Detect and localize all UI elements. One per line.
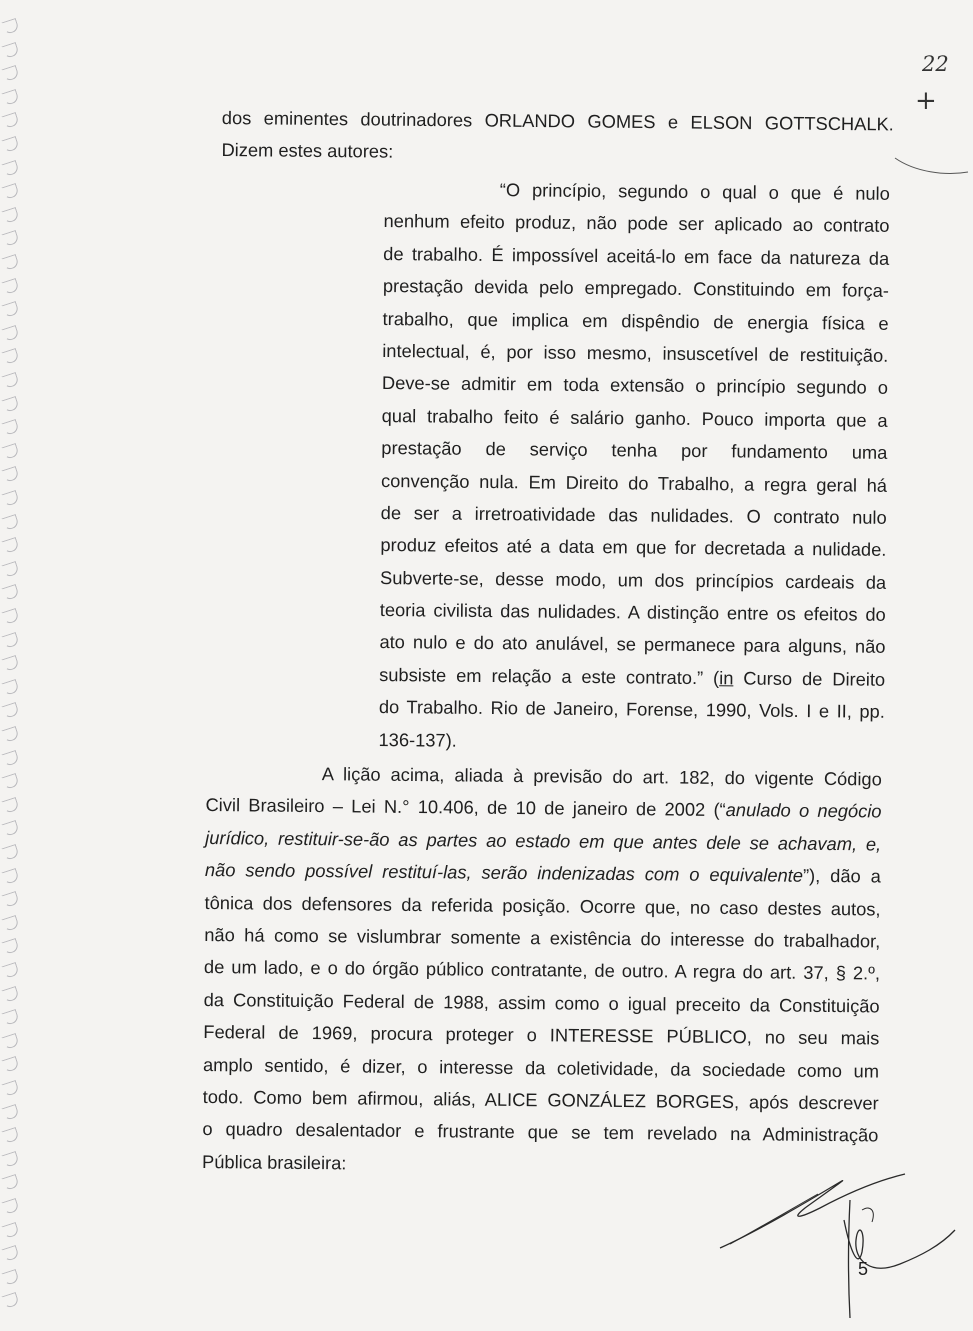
binder-hole	[1, 1269, 19, 1286]
binder-hole	[1, 820, 19, 837]
binder-hole	[1, 868, 19, 885]
binder-hole	[1, 1080, 19, 1097]
binder-hole	[1, 301, 19, 318]
body-line: todo. Como bem afirmou, aliás, ALICE GONZÁLEZ BORGES, após descrever	[202, 1085, 879, 1114]
binder-hole	[1, 18, 19, 35]
binder-hole	[1, 112, 19, 129]
quote-line: produz efeitos até a data em que for decretada a nulidade.	[380, 534, 887, 561]
body-text: ”), dão a	[802, 864, 881, 887]
body-text: Civil Brasileiro – Lei N.° 10.406, de 10 de janeiro de 2002 (“	[205, 794, 726, 821]
binder-hole	[1, 726, 19, 743]
citation-title: Curso de Direito	[733, 667, 886, 690]
binder-hole	[1, 1222, 19, 1239]
binder-hole	[1, 207, 19, 224]
legal-quote-text: jurídico, restituir-se-ão as partes ao estado em que antes dele se achavam, e,	[205, 826, 882, 855]
quote-line: 136-137).	[378, 728, 457, 751]
binder-hole	[1, 891, 19, 908]
binder-hole	[1, 325, 19, 342]
binder-hole	[1, 1198, 19, 1215]
body-line: não há como se vislumbrar somente a existência do interesse do trabalhador,	[204, 923, 881, 952]
body-line: de um lado, e o do órgão público contratante, de outro. A regra do art. 37, § 2.º,	[203, 956, 881, 984]
quote-line: do Trabalho. Rio de Janeiro, Forense, 1990, Vols. I e II, pp.	[378, 696, 885, 723]
quote-line-citation	[379, 659, 885, 696]
binder-hole	[1, 466, 19, 483]
binder-hole	[1, 490, 19, 507]
binder-holes	[0, 20, 22, 1320]
handwritten-check-mark: +	[915, 86, 937, 116]
quote-line: convenção nula. Em Direito do Trabalho, a regra geral há	[380, 469, 888, 496]
legal-quote-text: não sendo possível restituí-las, serão indenizadas com o equivalente	[204, 859, 804, 886]
binder-hole	[1, 514, 19, 531]
intro-line: Dizem estes autores:	[221, 139, 394, 163]
quote-line: Deve-se admitir em toda extensão o princípio segundo o	[381, 372, 889, 399]
quote-line: “O princípio, segundo o qual o que é nulo	[499, 179, 890, 204]
quote-line: de ser a irretroatividade das nulidades. O contrato nulo	[380, 501, 887, 528]
binder-hole	[1, 915, 19, 932]
quote-line: nenhum efeito produz, não pode ser aplicado ao contrato	[383, 210, 890, 237]
handwritten-page-number: 22	[922, 52, 949, 76]
page-number: 5	[858, 1259, 869, 1279]
binder-hole	[1, 1245, 19, 1262]
binder-hole	[1, 65, 19, 82]
binder-hole	[1, 797, 19, 814]
binder-hole	[1, 419, 19, 436]
binder-hole	[1, 1056, 19, 1073]
pen-stroke-mark	[890, 150, 970, 180]
quote-line: prestação devida pelo empregado. Constituindo em força-	[382, 275, 889, 302]
intro-line: dos eminentes doutrinadores ORLANDO GOMES e ELSON GOTTSCHALK.	[221, 106, 894, 135]
quote-line: qual trabalho feito é salário ganho. Pouco importa que a	[381, 404, 888, 431]
body-line: amplo sentido, é dizer, o interesse da coletividade, da sociedade como um	[202, 1053, 880, 1081]
binder-hole	[1, 396, 19, 413]
binder-hole	[1, 844, 19, 861]
quote-line: Subverte-se, desse modo, um dos princípios cardeais da	[380, 566, 887, 593]
binder-hole	[1, 372, 19, 389]
binder-hole	[1, 443, 19, 460]
legal-quote-text: anulado o negócio	[725, 799, 882, 822]
binder-hole	[1, 348, 19, 365]
body-line: tônica dos defensores da referida posição. Ocorre que, no caso destes autos,	[204, 891, 881, 920]
quote-line: intelectual, é, por isso mesmo, insuscetível de restituição.	[382, 339, 889, 366]
quote-line: de trabalho. É impossível aceitá-lo em face da natureza da	[383, 242, 890, 269]
binder-hole	[1, 962, 19, 979]
binder-hole	[1, 183, 19, 200]
binder-hole	[1, 655, 19, 672]
binder-hole	[1, 679, 19, 696]
binder-hole	[1, 1292, 19, 1309]
quote-line: teoria civilista das nulidades. A distinção entre os efeitos do	[379, 599, 886, 625]
quote-line: trabalho, que implica em dispêndio de energia física e	[382, 307, 889, 334]
body-paragraph	[202, 757, 882, 1185]
quote-line: ato nulo e do ato anulável, se permanece para alguns, não	[379, 631, 886, 658]
binder-hole	[1, 773, 19, 790]
binder-hole	[1, 632, 19, 649]
binder-hole	[1, 702, 19, 719]
binder-hole	[1, 89, 19, 106]
quote-text: subsiste em relação a este contrato.” (	[379, 663, 720, 689]
binder-hole	[1, 561, 19, 578]
binder-hole	[1, 160, 19, 177]
body-line: Federal de 1969, procura proteger o INTERESSE PÚBLICO, no seu mais	[203, 1021, 880, 1049]
body-line: o quadro desalentador e frustrante que se tem revelado na Administração	[202, 1118, 879, 1146]
intro-paragraph	[221, 102, 894, 173]
binder-hole	[1, 42, 19, 59]
quote-line: prestação de serviço tenha por fundamento uma	[381, 437, 888, 463]
handwritten-signature	[700, 1160, 960, 1320]
binder-hole	[1, 1174, 19, 1191]
body-line: da Constituição Federal de 1988, assim como o igual preceito da Constituição	[203, 988, 880, 1017]
binder-hole	[1, 1033, 19, 1050]
binder-hole	[1, 230, 19, 247]
binder-hole	[1, 986, 19, 1003]
citation-in: in	[719, 667, 734, 689]
binder-hole	[1, 278, 19, 295]
binder-hole	[1, 584, 19, 601]
binder-hole	[1, 1009, 19, 1026]
block-quote	[378, 173, 890, 761]
binder-hole	[1, 136, 19, 153]
body-line: A lição acima, aliada à previsão do art. 182, do vigente Código	[321, 763, 882, 790]
binder-hole	[1, 254, 19, 271]
binder-hole	[1, 750, 19, 767]
binder-hole	[1, 537, 19, 554]
binder-hole	[1, 608, 19, 625]
binder-hole	[1, 1151, 19, 1168]
binder-hole	[1, 938, 19, 955]
binder-hole	[1, 1104, 19, 1121]
body-line: Pública brasileira:	[202, 1150, 347, 1174]
binder-hole	[1, 1127, 19, 1144]
